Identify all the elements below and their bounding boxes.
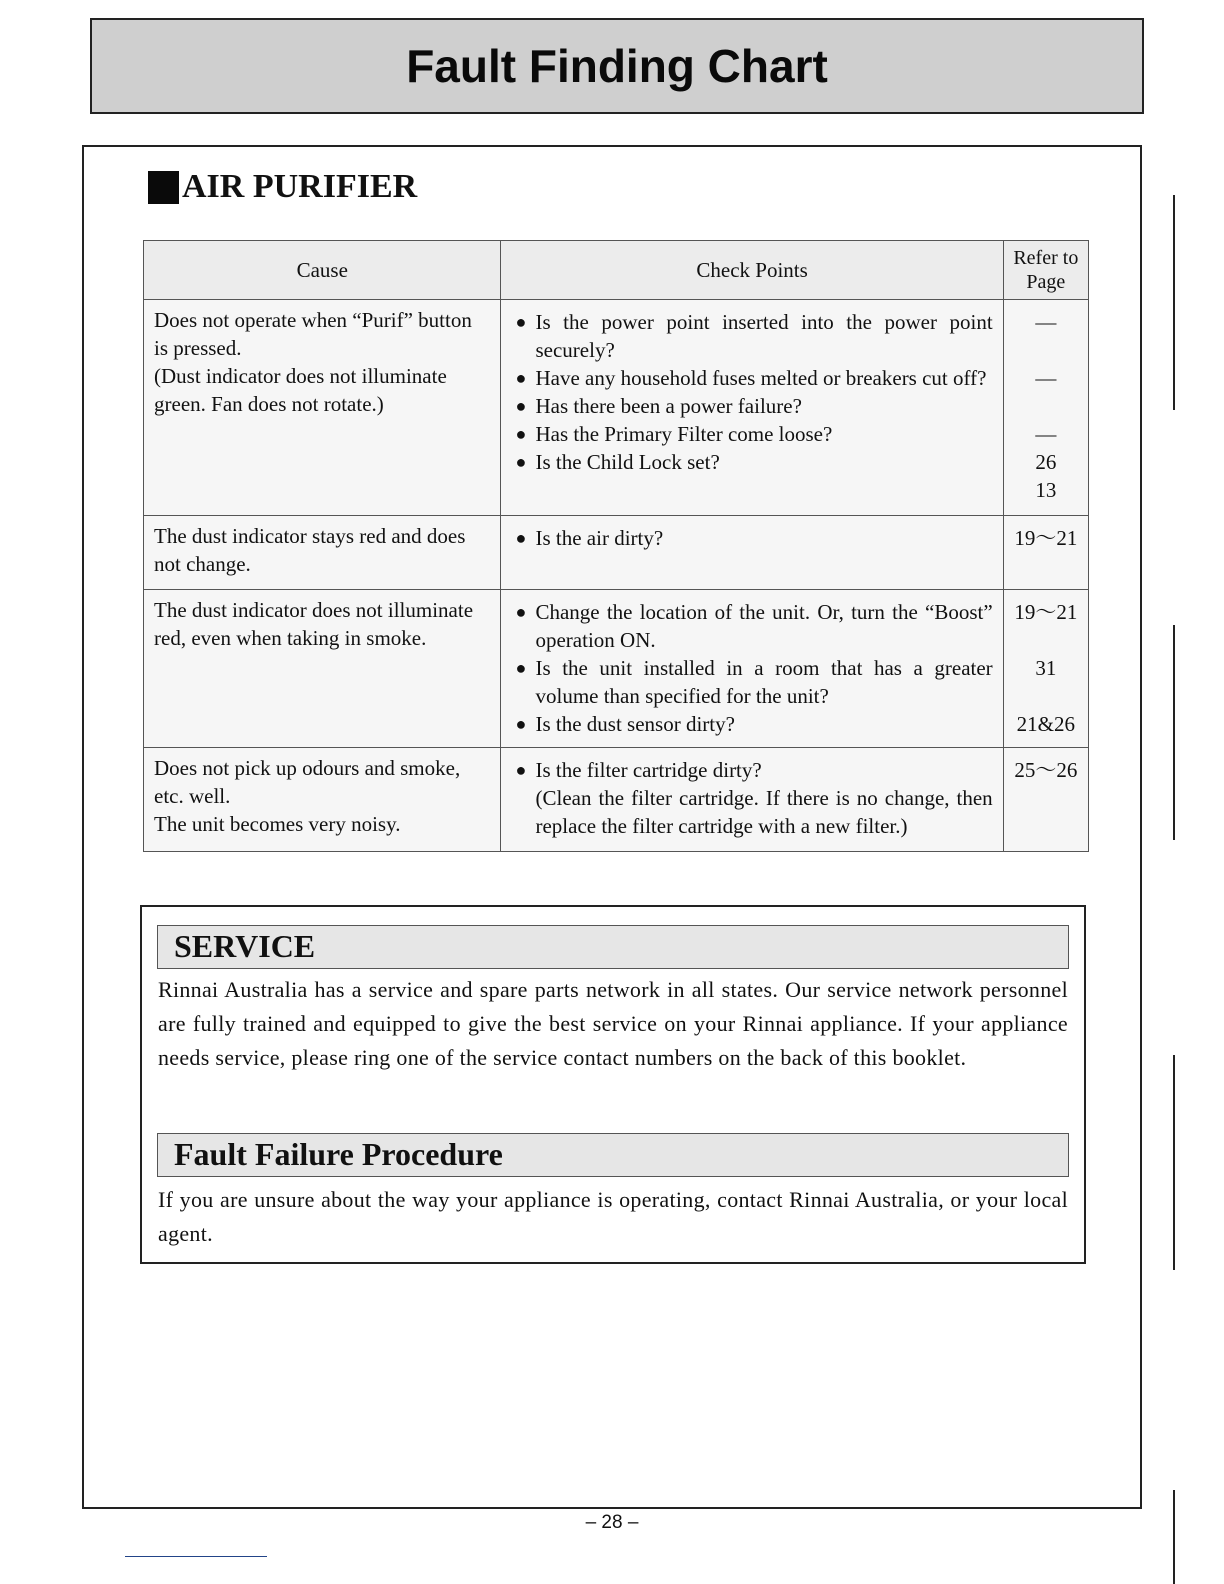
ref-page-cell (1003, 748, 1088, 852)
check-item (515, 756, 992, 784)
check-subtext: (Clean the filter cartridge. If there is no change, then replace the filter cartridge with a new filter.) (535, 786, 993, 838)
title-banner (90, 18, 1144, 114)
section-heading (148, 168, 417, 206)
margin-rule (1173, 195, 1175, 410)
ref-page: 25～26 (1014, 758, 1078, 782)
ref-page-cell (1003, 516, 1088, 590)
check-text: Have any household fuses melted or breakers cut off? (535, 366, 987, 390)
ref-page: — (1035, 422, 1057, 446)
page-number: – 28 – (585, 1512, 639, 1533)
ref-page: 19～21 (1014, 600, 1078, 624)
ref-page: 31 (1035, 656, 1057, 680)
margin-rule (1173, 1490, 1175, 1584)
cause-cell (144, 300, 501, 516)
check-item (515, 364, 992, 392)
black-square-icon (148, 171, 179, 204)
bullet-icon: ● (515, 368, 527, 388)
margin-rule (1173, 1055, 1175, 1270)
ref-page: 19～21 (1014, 526, 1078, 550)
service-paragraph: Rinnai Australia has a service and spare parts network in all states. Our service network personnel are fully trained and equipped to give the best service on your Rinnai appliance. If your appliance needs service, please ring one of the service contact numbers on the back of this booklet. (158, 977, 1068, 1070)
cause-text: Does not pick up odours and smoke, etc. well. (154, 756, 461, 808)
cause-text: Does not operate when “Purif” button is pressed. (154, 308, 472, 360)
check-points-cell (501, 748, 1003, 852)
ref-page: — (1035, 310, 1057, 334)
check-text: Has the Primary Filter come loose? (535, 422, 833, 446)
bullet-icon: ● (515, 602, 527, 622)
footer-rule (125, 1556, 267, 1557)
check-text: Change the location of the unit. Or, turn the “Boost” operation ON. (535, 600, 993, 652)
table-row (144, 590, 1089, 748)
check-item (515, 654, 992, 710)
check-item (515, 392, 992, 420)
fault-procedure-paragraph: If you are unsure about the way your appliance is operating, contact Rinnai Australia, or your local agent. (158, 1187, 1068, 1246)
cause-text: The unit becomes very noisy. (154, 812, 401, 836)
bullet-icon: ● (515, 528, 527, 548)
table-header-row (144, 241, 1089, 300)
ref-page: 21&26 (1016, 712, 1076, 736)
service-heading-bar (157, 925, 1069, 969)
check-item (515, 308, 992, 364)
table-row (144, 748, 1089, 852)
bullet-icon: ● (515, 658, 527, 678)
table-row (144, 516, 1089, 590)
header-ref-line1: Refer to (1013, 247, 1079, 269)
bullet-icon: ● (515, 396, 527, 416)
check-text: Is the Child Lock set? (535, 450, 720, 474)
check-text: Is the air dirty? (535, 526, 664, 550)
fault-procedure-heading-bar (157, 1133, 1069, 1177)
check-item (515, 598, 992, 654)
check-text: Is the unit installed in a room that has a greater volume than specified for the unit? (535, 656, 993, 708)
header-check-points: Check Points (501, 241, 1003, 300)
check-item (515, 710, 992, 738)
cause-cell (144, 516, 501, 590)
check-text: Is the filter cartridge dirty? (535, 758, 762, 782)
bullet-icon: ● (515, 312, 527, 332)
check-item (515, 524, 992, 552)
table-row (144, 300, 1089, 516)
cause-text: The dust indicator stays red and does not change. (154, 524, 466, 576)
fault-procedure-heading: Fault Failure Procedure (174, 1136, 503, 1172)
check-item (515, 448, 992, 476)
check-text: Has there been a power failure? (535, 394, 802, 418)
check-item (515, 420, 992, 448)
ref-page: 26 (1035, 450, 1057, 474)
check-points-cell (501, 516, 1003, 590)
ref-page-cell (1003, 300, 1088, 516)
bullet-icon: ● (515, 424, 527, 444)
header-refer-to-page (1003, 241, 1088, 300)
ref-page-cell (1003, 590, 1088, 748)
bullet-icon: ● (515, 452, 527, 472)
cause-cell (144, 590, 501, 748)
header-ref-line2: Page (1026, 271, 1066, 293)
cause-cell (144, 748, 501, 852)
cause-text: (Dust indicator does not illuminate green. Fan does not rotate.) (154, 364, 447, 416)
page-title: Fault Finding Chart (406, 40, 828, 92)
section-heading-text: AIR PURIFIER (182, 168, 418, 205)
cause-text: The dust indicator does not illuminate red, even when taking in smoke. (154, 598, 474, 650)
bullet-icon: ● (515, 714, 527, 734)
header-cause: Cause (144, 241, 501, 300)
check-text: Is the power point inserted into the power point securely? (535, 310, 993, 362)
check-points-cell (501, 590, 1003, 748)
service-heading: SERVICE (174, 928, 316, 964)
bullet-icon: ● (515, 760, 527, 780)
check-points-cell (501, 300, 1003, 516)
ref-page: — (1035, 366, 1057, 390)
fault-table (143, 240, 1089, 852)
check-text: Is the dust sensor dirty? (535, 712, 735, 736)
margin-rule (1173, 625, 1175, 840)
ref-page: 13 (1035, 478, 1057, 502)
